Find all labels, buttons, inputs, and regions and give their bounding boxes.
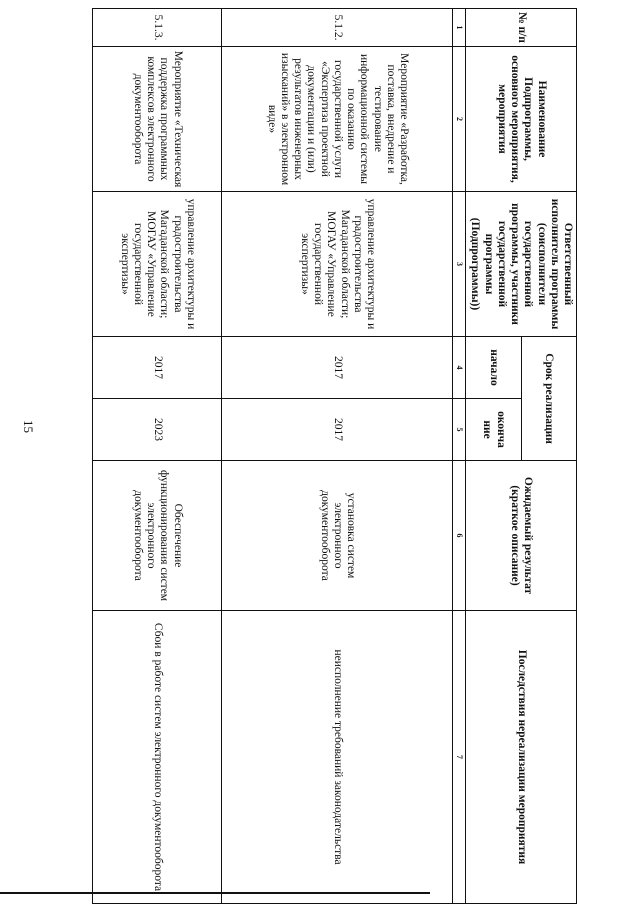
row-name: Мероприятие «Разработка, поставка, внедрение и тестирование информационной системы по оказанию государственной услуги «Экспертиза проектной документации и (или) результатов инженерных изысканий» в электронном виде»: [222, 47, 453, 192]
row-result: Обеспечение функционирования систем электронного документооборота: [93, 461, 222, 611]
row-num: 5.1.2.: [222, 9, 453, 47]
header-consequence: Последствия нереализации мероприятия: [466, 611, 577, 904]
index-cell: 3: [453, 192, 466, 337]
row-executor: управление архитектуры и градостроительства Магаданской области; МОГАУ «Управление государственной экспертизы»: [93, 192, 222, 337]
row-consequence: неисполнение требований законодательства: [222, 611, 453, 904]
row-executor: управление архитектуры и градостроительства Магаданской области; МОГАУ «Управление государственной экспертизы»: [222, 192, 453, 337]
row-name: Мероприятие «Техническая поддержка программных комплексов электронного документооборота: [93, 47, 222, 192]
row-result: установка систем электронного документооборота: [222, 461, 453, 611]
page-number: 15: [21, 420, 36, 433]
table-row: [93, 9, 222, 904]
rotated-table-container: [92, 8, 577, 903]
bottom-rule: [0, 892, 430, 894]
row-end: 2023: [93, 399, 222, 461]
row-num: 5.1.3.: [93, 9, 222, 47]
index-row: [453, 9, 466, 904]
table-row: [222, 9, 453, 904]
row-start: 2017: [222, 337, 453, 399]
row-consequence: Сбои в работе систем электронного документооборота: [93, 611, 222, 904]
index-cell: 4: [453, 337, 466, 399]
row-end: 2017: [222, 399, 453, 461]
row-start: 2017: [93, 337, 222, 399]
header-executor: Ответственный исполнитель программы (соисполнители государственной программы, участники государственной программы (Подпрограммы)): [466, 192, 577, 337]
index-cell: 2: [453, 47, 466, 192]
index-cell: 7: [453, 611, 466, 904]
header-num: № п/п: [466, 9, 577, 47]
index-cell: 6: [453, 461, 466, 611]
header-term: Срок реализации: [521, 337, 576, 461]
index-cell: 1: [453, 9, 466, 47]
header-name: Наименование Подпрограммы, основного мероприятия, мероприятия: [466, 47, 577, 192]
header-end: оконча ние: [466, 399, 521, 461]
index-cell: 5: [453, 399, 466, 461]
measures-table: [92, 8, 577, 904]
header-start: начало: [466, 337, 521, 399]
header-result: Ожидаемый результат (краткое описание): [466, 461, 577, 611]
